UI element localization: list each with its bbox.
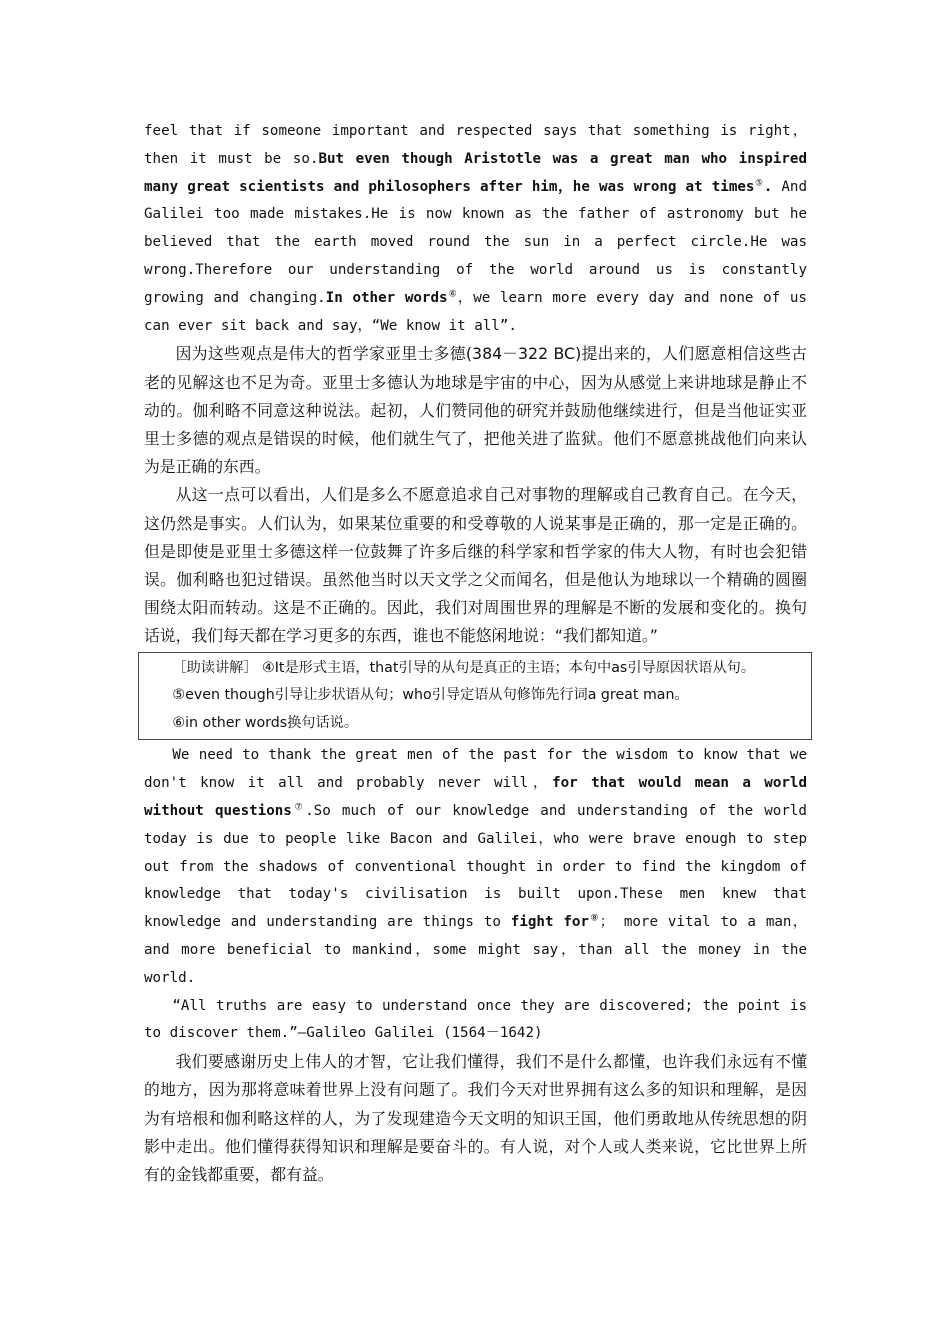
- p1-text-e: ，we learn more every day and none of us can ever sit back and say，“We know it all”.: [144, 289, 807, 334]
- note-mark-5: ⑤: [754, 177, 764, 188]
- note-5: ⑤even though引导让步状语从句；who引导定语从句修饰先行词a great man。: [172, 687, 689, 704]
- note-mark-6: ⑥: [447, 289, 458, 300]
- english-paragraph-1: [144, 118, 807, 340]
- p1-bold-end: .: [763, 178, 773, 195]
- note-mark-7: ⑦: [291, 802, 306, 813]
- note-mark-8: ⑧: [589, 913, 600, 924]
- p2-text-e: ； more vital to a man，and more beneficial to mankind，some might say，than all the money in the world.: [144, 914, 807, 986]
- p1-text-c: And Galilei too made mistakes.He is now known as the father of astronomy but he believed that the earth moved round the sun in a perfect circle.He was wrong.Therefore our understanding of the world around us is constantly growing and changing.: [144, 178, 808, 306]
- galileo-quote: “All truths are easy to understand once they are discovered; the point is to discover them.”—Galileo Galilei (1564－1642): [144, 997, 807, 1042]
- english-paragraph-2: [144, 742, 807, 992]
- p2-bold-questions: for that would mean a world without questions: [144, 775, 807, 819]
- note-6: ⑥in other words换句话说。: [172, 714, 359, 731]
- reading-notes-box: [138, 652, 812, 741]
- note-4: ［助读讲解］ ④It是形式主语，that引导的从句是真正的主语；本句中as引导原因状语从句。: [172, 659, 756, 676]
- chinese-paragraph-2: 从这一点可以看出，人们是多么不愿意追求自己对事物的理解或自己教育自己。在今天，这仍然是事实。人们认为，如果某位重要的和受尊敬的人说某事是正确的，那一定是正确的。但是即使是亚里士多德这样一位鼓舞了许多后继的科学家和哲学家的伟大人物，有时也会犯错误。伽利略也犯过错误。虽然他当时以天文学之父而闻名，但是他认为地球以一个精确的圆圈围绕太阳而转动。这是不正确的。因此，我们对周围世界的理解是不断的发展和变化的。换句话说，我们每天都在学习更多的东西，谁也不能悠闲地说：“我们都知道。”: [144, 485, 807, 646]
- p1-bold-in-other-words: In other words: [325, 289, 448, 306]
- p1-bold-aristotle: But even though Aristotle was a great man who inspired many great scientists and philosophers after him，he was wrong at times: [144, 150, 807, 195]
- p1-text-a: feel that if someone important and respected says that something is right，then it must be so.: [144, 123, 807, 167]
- p2-bold-fight-for: fight for: [510, 914, 589, 931]
- p2-text-c: .So much of our knowledge and understanding of the world today is due to people like Bacon and Galilei，who were brave enough to step out from the shadows of conventional thought in order to find the kingdom of knowledge that today's civilisation is built upon.These men knew that knowledge and understanding are things to: [144, 802, 807, 931]
- p2-text-a: We need to thank the great men of the past for the wisdom to know that we don't know it all and probably never will，: [144, 747, 807, 792]
- chinese-paragraph-3: 我们要感谢历史上伟人的才智，它让我们懂得，我们不是什么都懂，也许我们永远有不懂的地方，因为那将意味着世界上没有问题了。我们今天对世界拥有这么多的知识和理解，是因为有培根和伽利略这样的人，为了发现建造今天文明的知识王国，他们勇敢地从传统思想的阴影中走出。他们懂得获得知识和理解是要奋斗的。有人说，对个人或人类来说，它比世界上所有的金钱都重要，都有益。: [144, 1052, 807, 1184]
- chinese-paragraph-1: 因为这些观点是伟大的哲学家亚里士多德(384－322 BC)提出来的，人们愿意相信这些古老的见解这也不足为奇。亚里士多德认为地球是宇宙的中心，因为从感觉上来讲地球是静止不动的。伽利略不同意这种说法。起初，人们赞同他的研究并鼓励他继续进行，但是当他证实亚里士多德的观点是错误的时候，他们就生气了，把他关进了监狱。他们不愿意挑战他们向来认为是正确的东西。: [144, 344, 807, 477]
